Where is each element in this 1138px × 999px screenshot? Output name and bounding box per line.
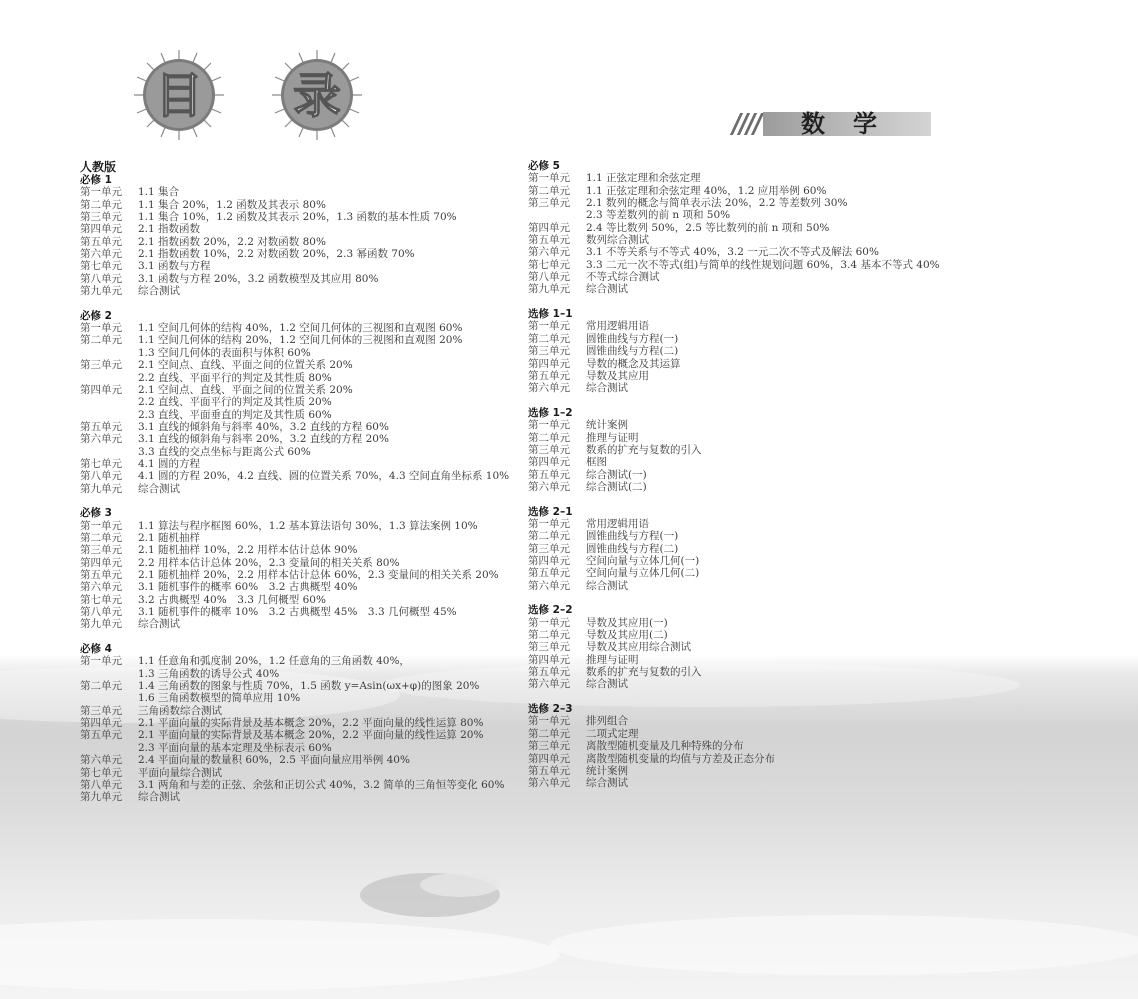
unit-label: 第六单元 (528, 382, 570, 395)
unit-content: 2.4 等比数列 50%，2.5 等比数列的前 n 项和 50% (586, 221, 830, 234)
unit-label: 第五单元 (528, 764, 570, 777)
toc-row (528, 777, 968, 789)
unit-content: 2.1 随机抽样 10%，2.2 用样本估计总体 90% (138, 544, 358, 557)
unit-content: 3.1 两角和与差的正弦、余弦和正切公式 40%，3.2 简单的三角恒等变化 60% (138, 778, 505, 791)
subject-title: 数学 (801, 110, 905, 138)
toc-row (528, 259, 968, 271)
unit-content: 常用逻辑用语 (586, 517, 649, 530)
unit-label: 第四单元 (528, 752, 570, 765)
unit-label: 第七单元 (528, 258, 570, 271)
unit-label (80, 347, 138, 359)
toc-row (80, 347, 520, 359)
unit-label: 第八单元 (80, 272, 122, 285)
toc-row (528, 172, 968, 184)
toc-row (80, 421, 520, 433)
unit-label: 第六单元 (80, 433, 122, 446)
unit-label: 第三单元 (80, 359, 122, 372)
toc-row (80, 729, 520, 741)
unit-content: 导数及其应用(一) (586, 616, 668, 629)
title-badge-lu (270, 48, 364, 142)
toc-row (80, 260, 520, 272)
unit-content: 2.1 平面向量的实际背景及基本概念 20%，2.2 平面向量的线性运算 80% (138, 717, 484, 730)
section-title: 必修 1 (80, 174, 112, 186)
subject-banner (733, 109, 931, 137)
unit-content: 导数及其应用综合测试 (586, 641, 691, 654)
toc-section-list (80, 174, 520, 804)
toc-row (80, 322, 520, 334)
unit-content: 常用逻辑用语 (586, 320, 649, 333)
unit-label: 第三单元 (528, 197, 570, 210)
unit-label: 第九单元 (528, 283, 570, 296)
unit-label: 第六单元 (80, 754, 122, 767)
toc-row (80, 655, 520, 667)
unit-label: 第八单元 (80, 778, 122, 791)
toc-row (528, 345, 968, 357)
unit-label (80, 692, 138, 704)
toc-section (80, 507, 520, 630)
unit-content: 2.1 指数函数 20%，2.2 对数函数 80% (138, 235, 326, 248)
toc-section (528, 160, 968, 296)
unit-label: 第六单元 (528, 480, 570, 493)
toc-section (528, 308, 968, 394)
unit-content: 3.3 二元一次不等式(组)与简单的线性规划问题 60%，3.4 基本不等式 40% (586, 258, 940, 271)
section-title: 选修 1–1 (528, 308, 573, 321)
toc-row (528, 567, 968, 579)
unit-label: 第五单元 (80, 235, 122, 248)
unit-content: 空间向量与立体几何(一) (586, 555, 700, 567)
toc-row (80, 544, 520, 556)
unit-content: 1.1 集合 (138, 186, 180, 199)
toc-row (528, 271, 968, 283)
toc-row (80, 606, 520, 618)
toc-row (528, 382, 968, 394)
unit-content: 综合测试(二) (586, 480, 647, 493)
unit-label: 第二单元 (528, 530, 570, 543)
toc-row (80, 458, 520, 470)
toc-row (528, 185, 968, 197)
toc-row (80, 742, 520, 754)
unit-label: 第二单元 (528, 184, 570, 197)
section-title: 必修 3 (80, 507, 112, 520)
toc-row (528, 765, 968, 777)
unit-label: 第五单元 (528, 567, 570, 580)
unit-label: 第一单元 (528, 320, 570, 333)
unit-content: 综合测试 (138, 618, 180, 631)
unit-label: 第八单元 (528, 271, 570, 284)
unit-label: 第五单元 (80, 420, 122, 433)
toc-row (80, 199, 520, 211)
toc-row (528, 432, 968, 444)
toc-row (80, 557, 520, 569)
toc-row (528, 641, 968, 653)
unit-content: 4.1 圆的方程 (138, 457, 201, 470)
unit-content: 2.1 数列的概念与简单表示法 20%，2.2 等差数列 30% (586, 197, 848, 210)
toc-section (528, 506, 968, 592)
unit-content: 1.1 任意角和弧度制 20%，1.2 任意角的三角函数 40%， (138, 655, 410, 668)
toc-row (528, 753, 968, 765)
toc-row (80, 680, 520, 692)
unit-label: 第二单元 (528, 431, 570, 444)
toc-row (528, 518, 968, 530)
unit-label: 第三单元 (528, 345, 570, 358)
toc-row (80, 618, 520, 630)
unit-content: 圆锥曲线与方程(二) (586, 345, 679, 358)
unit-content: 综合测试 (138, 285, 180, 298)
unit-content: 数系的扩充与复数的引入 (586, 666, 702, 679)
unit-label: 第一单元 (80, 655, 122, 668)
section-title: 必修 2 (80, 309, 112, 322)
unit-label: 第一单元 (528, 517, 570, 530)
unit-content: 2.2 直线、平面平行的判定及其性质 20% (138, 396, 332, 409)
unit-label: 第四单元 (80, 556, 122, 569)
unit-label: 第五单元 (528, 666, 570, 679)
toc-section (528, 703, 968, 789)
toc-row (80, 223, 520, 235)
unit-label: 第二单元 (528, 332, 570, 345)
toc-section-list (528, 160, 968, 790)
unit-content: 圆锥曲线与方程(一) (586, 332, 679, 345)
unit-label: 第四单元 (80, 223, 122, 236)
unit-label: 第九单元 (80, 791, 122, 804)
unit-content: 空间向量与立体几何(二) (586, 567, 700, 580)
unit-content: 3.1 随机事件的概率 10% 3.2 古典概型 45% 3.3 几何概型 45% (138, 606, 457, 619)
unit-label (528, 209, 586, 221)
toc-section (80, 174, 520, 297)
toc-row (80, 446, 520, 458)
unit-label: 第三单元 (528, 641, 570, 654)
unit-label: 第二单元 (528, 629, 570, 642)
unit-label: 第八单元 (80, 606, 122, 619)
unit-label: 第一单元 (80, 186, 122, 199)
unit-content: 统计案例 (586, 764, 628, 777)
unit-label: 第二单元 (80, 334, 122, 347)
unit-label: 第一单元 (528, 419, 570, 432)
unit-label (80, 742, 138, 754)
toc-row (528, 555, 968, 567)
toc-row (80, 581, 520, 593)
toc-row (528, 358, 968, 370)
unit-content: 1.1 空间几何体的结构 20%，1.2 空间几何体的三视图和直观图 20% (138, 334, 463, 347)
toc-row (528, 629, 968, 641)
unit-label (80, 668, 138, 680)
unit-label: 第二单元 (80, 531, 122, 544)
toc-row (80, 705, 520, 717)
toc-row (528, 543, 968, 555)
toc-row (528, 419, 968, 431)
toc-row (528, 283, 968, 295)
toc-row (528, 246, 968, 258)
toc-row (80, 791, 520, 803)
toc-row (528, 209, 968, 221)
title-char-2: 录 (292, 68, 342, 124)
unit-label: 第三单元 (80, 704, 122, 717)
unit-label: 第六单元 (528, 246, 570, 259)
unit-label: 第五单元 (528, 369, 570, 382)
unit-content: 3.3 直线的交点坐标与距离公式 60% (138, 445, 311, 458)
unit-content: 2.1 平面向量的实际背景及基本概念 20%，2.2 平面向量的线性运算 20% (138, 729, 484, 742)
unit-label (80, 396, 138, 408)
unit-label: 第二单元 (80, 198, 122, 211)
unit-content: 圆锥曲线与方程(二) (586, 542, 679, 555)
unit-content: 推理与证明 (586, 653, 639, 666)
section-title: 选修 2–3 (528, 703, 573, 716)
unit-content: 1.1 集合 20%，1.2 函数及其表示 80% (138, 198, 326, 211)
unit-label: 第一单元 (80, 519, 122, 532)
unit-label: 第七单元 (80, 766, 122, 779)
unit-content: 1.4 三角函数的图象与性质 70%，1.5 函数 y=Asin(ωx+φ)的图象 20% (138, 680, 480, 693)
unit-label: 第一单元 (528, 616, 570, 629)
toc-row (80, 409, 520, 421)
unit-content: 不等式综合测试 (586, 271, 660, 284)
unit-content: 2.3 直线、平面垂直的判定及其性质 60% (138, 408, 332, 421)
toc-row (80, 359, 520, 371)
toc-row (528, 728, 968, 740)
title-char-1: 目 (154, 68, 204, 124)
unit-label: 第三单元 (80, 544, 122, 557)
unit-content: 3.2 古典概型 40% 3.3 几何概型 60% (138, 593, 326, 606)
unit-label: 第三单元 (80, 211, 122, 224)
unit-content: 综合测试 (586, 678, 628, 691)
toc-row (528, 333, 968, 345)
toc-row (80, 334, 520, 346)
toc-row (528, 617, 968, 629)
unit-content: 数列综合测试 (586, 234, 649, 247)
toc-row (528, 234, 968, 246)
unit-label (80, 446, 138, 458)
unit-content: 综合测试 (586, 283, 628, 296)
section-title: 选修 1–2 (528, 406, 573, 419)
unit-label: 第六单元 (80, 248, 122, 261)
toc-row (80, 692, 520, 704)
toc-row (528, 197, 968, 209)
toc-row (80, 211, 520, 223)
toc-row (528, 654, 968, 666)
unit-content: 框图 (586, 456, 607, 469)
unit-label: 第五单元 (528, 468, 570, 481)
unit-content: 离散型随机变量的均值与方差及正态分布 (586, 752, 775, 765)
unit-content: 1.1 空间几何体的结构 40%，1.2 空间几何体的三视图和直观图 60% (138, 322, 463, 335)
toc-row (80, 532, 520, 544)
toc-row (528, 469, 968, 481)
unit-content: 2.1 指数函数 (138, 223, 201, 236)
unit-content: 数系的扩充与复数的引入 (586, 443, 702, 456)
unit-content: 圆锥曲线与方程(一) (586, 530, 679, 543)
toc-row (80, 483, 520, 495)
unit-label: 第四单元 (528, 357, 570, 370)
toc-row (80, 569, 520, 581)
unit-label: 第八单元 (80, 470, 122, 483)
toc-row (80, 236, 520, 248)
unit-label: 第九单元 (80, 618, 122, 631)
unit-content: 1.6 三角函数模型的简单应用 10% (138, 692, 301, 705)
unit-label: 第六单元 (528, 678, 570, 691)
toc-row (528, 666, 968, 678)
unit-content: 导数的概念及其运算 (586, 357, 681, 370)
unit-content: 3.1 随机事件的概率 60% 3.2 古典概型 40% (138, 581, 358, 594)
unit-label: 第四单元 (528, 555, 570, 567)
edition-label: 人教版 (80, 160, 117, 174)
unit-label: 第七单元 (80, 593, 122, 606)
toc-section (80, 310, 520, 495)
toc-row (80, 285, 520, 297)
toc-row (80, 372, 520, 384)
unit-label (80, 372, 138, 384)
toc-section (528, 407, 968, 493)
unit-content: 1.1 正弦定理和余弦定理 40%，1.2 应用举例 60% (586, 184, 827, 197)
unit-label: 第二单元 (80, 680, 122, 693)
toc-row (528, 320, 968, 332)
unit-content: 1.3 空间几何体的表面积与体积 60% (138, 346, 311, 359)
toc-row (528, 580, 968, 592)
section-title: 选修 2–2 (528, 604, 573, 617)
unit-content: 1.1 正弦定理和余弦定理 (586, 172, 701, 185)
toc-row (80, 754, 520, 766)
unit-content: 1.1 算法与程序框图 60%，1.2 基本算法语句 30%，1.3 算法案例 10% (138, 519, 478, 532)
unit-label: 第三单元 (528, 740, 570, 753)
toc-row (80, 186, 520, 198)
unit-content: 离散型随机变量及几种特殊的分布 (586, 740, 744, 753)
unit-label: 第四单元 (80, 717, 122, 730)
unit-content: 综合测试 (586, 777, 628, 790)
unit-content: 1.1 集合 10%，1.2 函数及其表示 20%，1.3 函数的基本性质 70% (138, 211, 457, 224)
toc-column-right (528, 160, 968, 802)
unit-label: 第四单元 (528, 456, 570, 469)
unit-label: 第六单元 (528, 579, 570, 592)
unit-content: 2.1 空间点、直线、平面之间的位置关系 20% (138, 383, 353, 396)
unit-content: 2.1 指数函数 10%，2.2 对数函数 20%，2.3 幂函数 70% (138, 248, 415, 261)
toc-row (528, 456, 968, 468)
section-title: 必修 4 (80, 643, 112, 656)
unit-content: 3.1 直线的倾斜角与斜率 40%，3.2 直线的方程 60% (138, 420, 389, 433)
toc-row (80, 470, 520, 482)
toc-column-left (80, 160, 520, 816)
toc-row (80, 717, 520, 729)
unit-content: 综合测试 (138, 482, 180, 495)
unit-content: 导数及其应用 (586, 369, 649, 382)
unit-label: 第一单元 (80, 322, 122, 335)
unit-content: 2.1 空间点、直线、平面之间的位置关系 20% (138, 359, 353, 372)
toc-row (80, 384, 520, 396)
unit-label: 第三单元 (528, 542, 570, 555)
unit-label: 第四单元 (80, 383, 122, 396)
unit-label: 第三单元 (528, 443, 570, 456)
unit-content: 2.3 平面向量的基本定理及坐标表示 60% (138, 741, 332, 754)
toc-row (528, 444, 968, 456)
unit-label: 第七单元 (80, 457, 122, 470)
unit-label: 第二单元 (528, 727, 570, 740)
unit-label: 第五单元 (80, 569, 122, 581)
toc-row (528, 481, 968, 493)
unit-content: 4.1 圆的方程 20%，4.2 直线、圆的位置关系 70%，4.3 空间直角坐标系 10% (138, 470, 510, 483)
unit-content: 3.1 不等关系与不等式 40%，3.2 一元二次不等式及解法 60% (586, 246, 879, 259)
unit-label: 第一单元 (528, 715, 570, 728)
unit-content: 综合测试 (586, 579, 628, 592)
unit-content: 2.3 等差数列的前 n 项和 50% (586, 209, 731, 222)
toc-row (80, 396, 520, 408)
unit-content: 2.1 随机抽样 (138, 531, 201, 544)
unit-content: 综合测试 (586, 382, 628, 395)
unit-content: 2.4 平面向量的数量积 60%，2.5 平面向量应用举例 40% (138, 754, 410, 767)
unit-content: 2.1 随机抽样 20%，2.2 用样本估计总体 60%，2.3 变量间的相关关系 20% (138, 569, 499, 581)
unit-content: 1.3 三角函数的诱导公式 40% (138, 667, 280, 680)
toc-row (528, 740, 968, 752)
toc-row (528, 530, 968, 542)
unit-content: 导数及其应用(二) (586, 629, 668, 642)
toc-section (528, 604, 968, 690)
unit-label: 第六单元 (80, 581, 122, 594)
unit-content: 统计案例 (586, 419, 628, 432)
unit-content: 3.1 函数与方程 20%，3.2 函数模型及其应用 80% (138, 272, 379, 285)
unit-label (80, 409, 138, 421)
unit-label: 第四单元 (528, 221, 570, 234)
unit-content: 综合测试 (138, 791, 180, 804)
unit-label: 第六单元 (528, 777, 570, 790)
unit-content: 3.1 直线的倾斜角与斜率 20%，3.2 直线的方程 20% (138, 433, 389, 446)
unit-content: 综合测试(一) (586, 468, 647, 481)
unit-content: 二项式定理 (586, 727, 639, 740)
unit-content: 2.2 直线、平面平行的判定及其性质 80% (138, 371, 332, 384)
section-title: 选修 2–1 (528, 505, 573, 518)
unit-content: 排列组合 (586, 715, 628, 728)
unit-label: 第四单元 (528, 653, 570, 666)
unit-label: 第七单元 (80, 260, 122, 273)
unit-label: 第一单元 (528, 172, 570, 185)
unit-label: 第九单元 (80, 285, 122, 298)
toc-section (80, 643, 520, 803)
toc-row (80, 594, 520, 606)
toc-row (80, 248, 520, 260)
toc-row (528, 678, 968, 690)
toc-row (80, 433, 520, 445)
unit-content: 3.1 函数与方程 (138, 260, 211, 273)
toc-row (80, 668, 520, 680)
toc-row (528, 715, 968, 727)
title-badge-mu (132, 48, 226, 142)
unit-content: 平面向量综合测试 (138, 766, 222, 779)
unit-content: 三角函数综合测试 (138, 704, 222, 717)
unit-content: 推理与证明 (586, 431, 639, 444)
unit-label: 第五单元 (528, 234, 570, 247)
unit-label: 第五单元 (80, 729, 122, 742)
unit-content: 2.2 用样本估计总体 20%，2.3 变量间的相关关系 80% (138, 556, 400, 569)
toc-row (528, 222, 968, 234)
toc-row (80, 767, 520, 779)
unit-label: 第九单元 (80, 482, 122, 495)
section-title: 必修 5 (528, 160, 560, 172)
toc-row (528, 370, 968, 382)
toc-row (80, 273, 520, 285)
toc-row (80, 779, 520, 791)
toc-row (80, 520, 520, 532)
